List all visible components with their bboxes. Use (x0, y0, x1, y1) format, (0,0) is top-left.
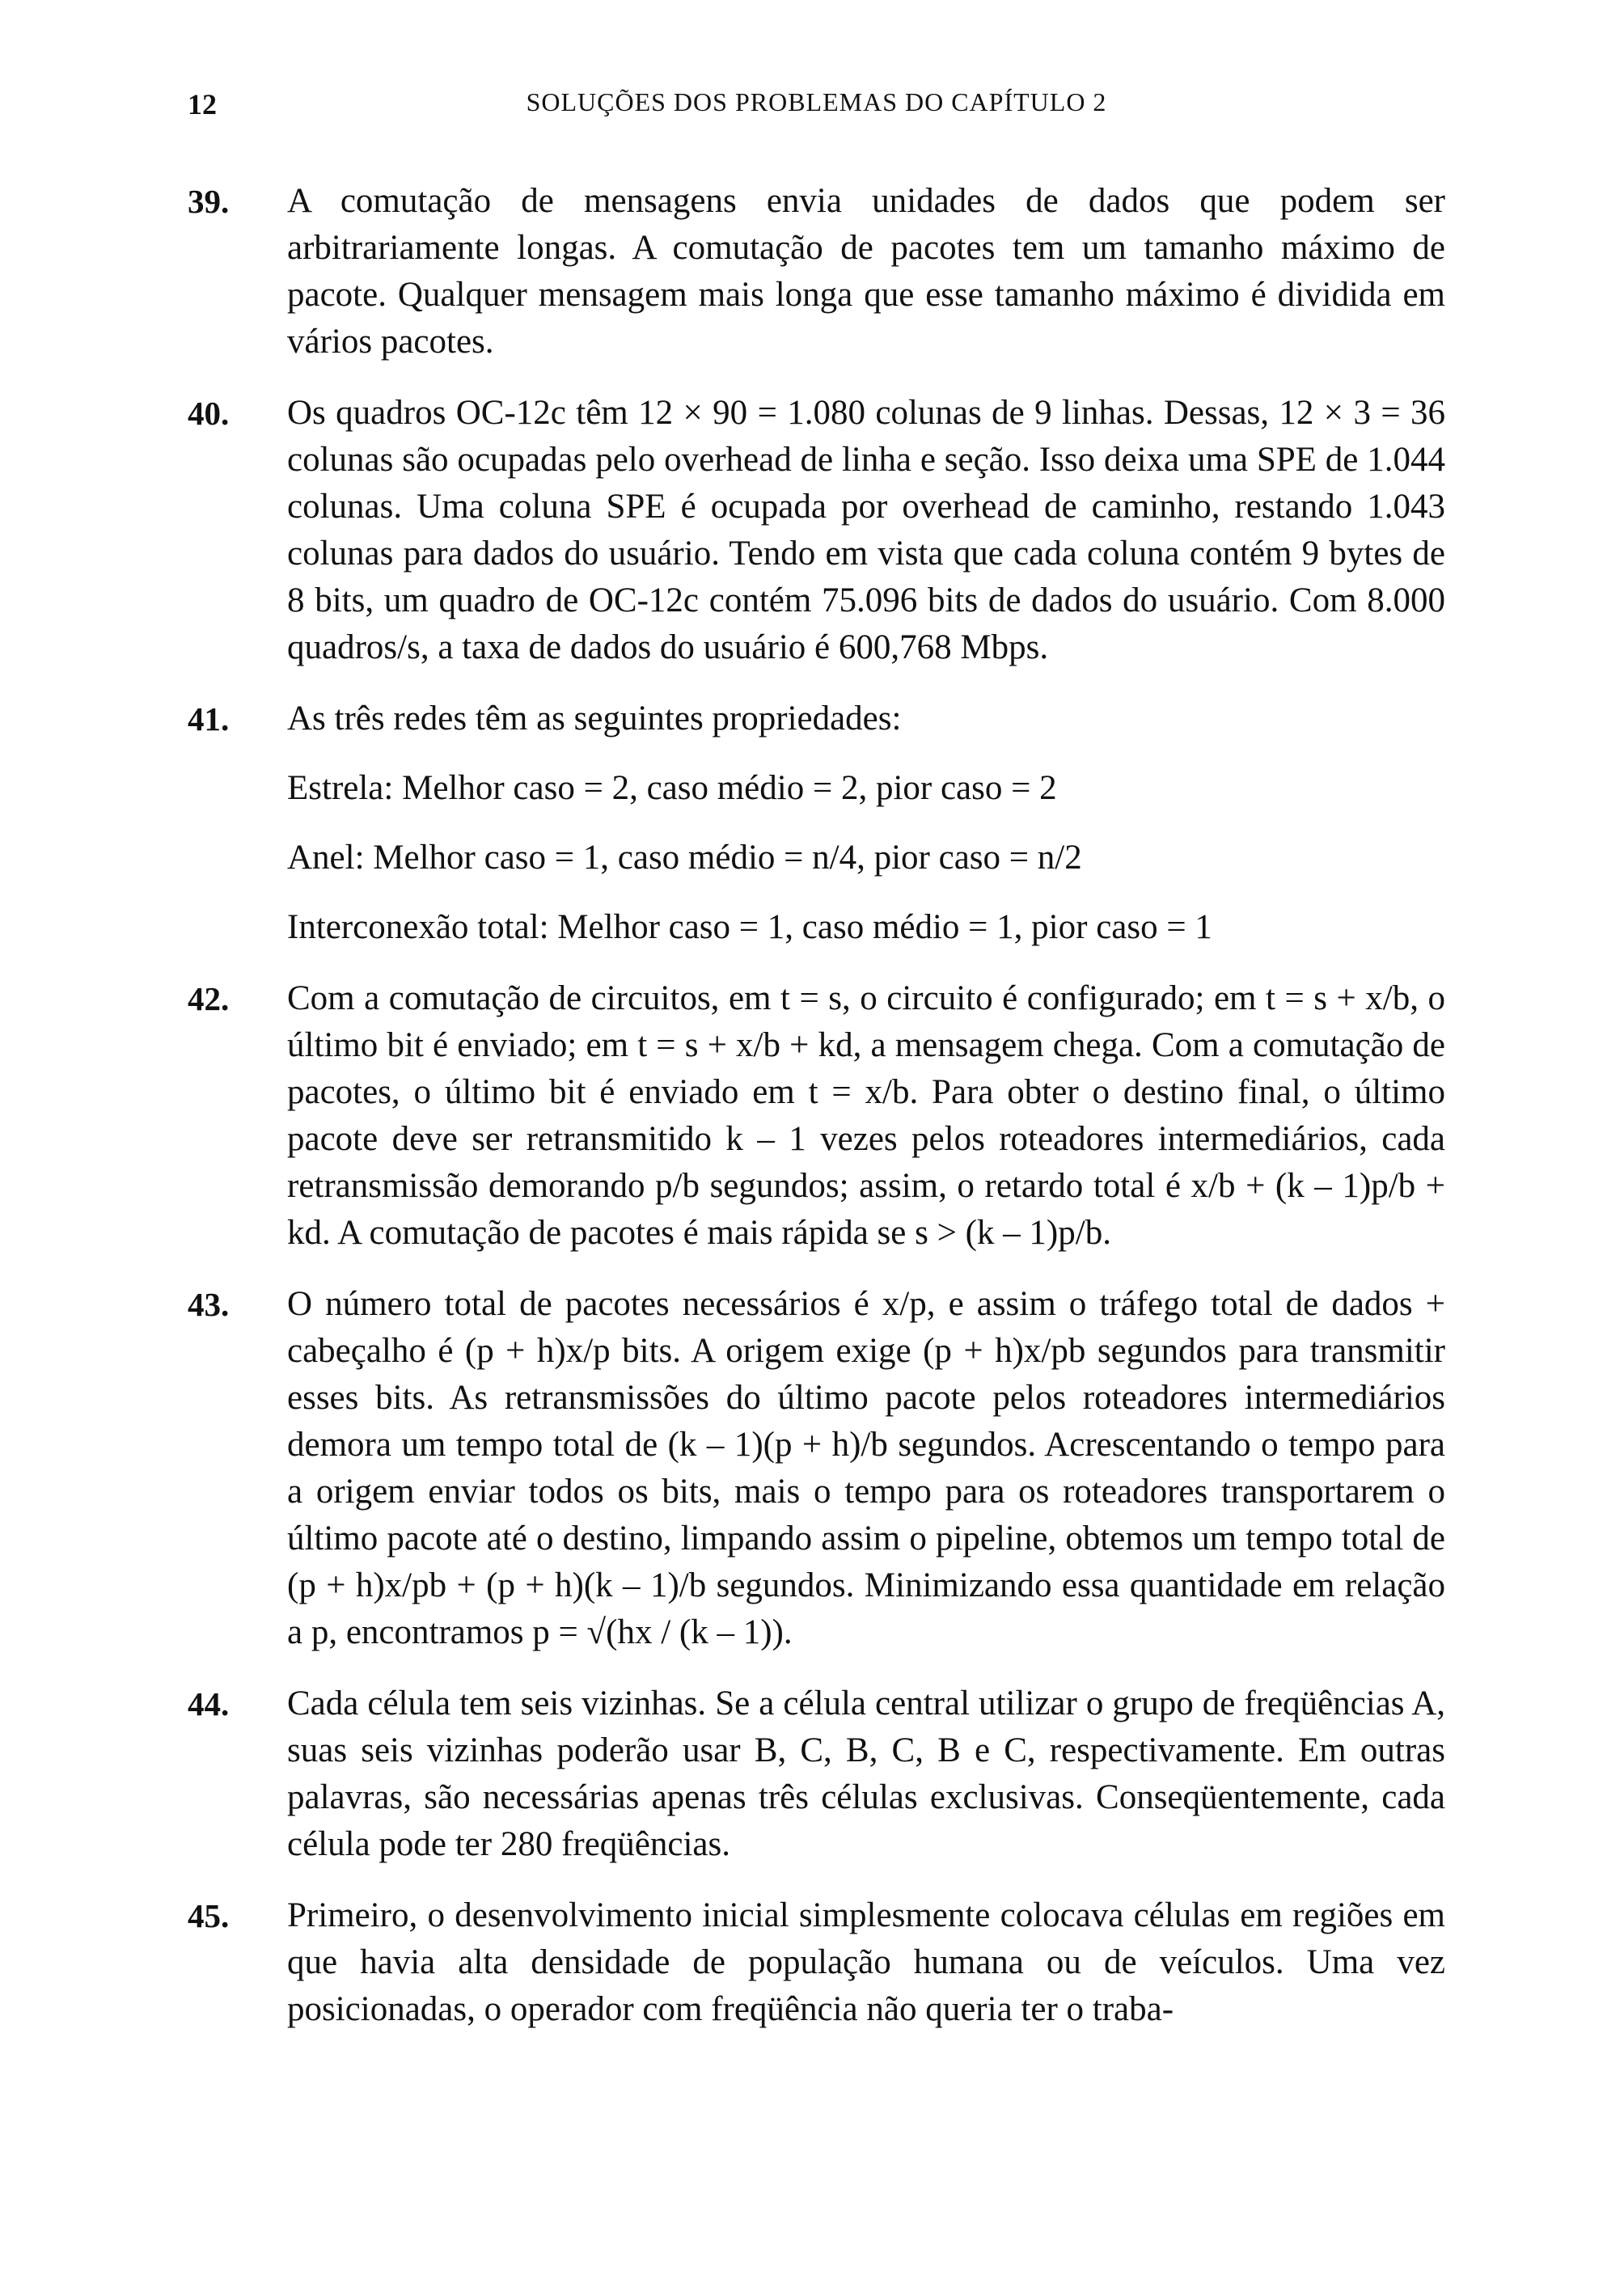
running-head: SOLUÇÕES DOS PROBLEMAS DO CAPÍTULO 2 (526, 87, 1107, 116)
problem-list (188, 178, 1445, 2057)
problem-43 (188, 1281, 1445, 1656)
problem-text: Cada célula tem seis vizinhas. Se a célula central utilizar o grupo de freqüências A, suas seis vizinhas poderão usar B, C, B, C, B e C, respectivamente. Em outras palavras, são necessárias apenas três células exclusivas. Conseqüentemente, cada célula pode ter 280 freqüências. (287, 1684, 1445, 1863)
page-number: 12 (188, 88, 217, 120)
problem-text: O número total de pacotes necessários é x/p, e assim o tráfego total de dados + cabeçalho é (p + h)x/p bits. A origem exige (p + h)x/pb segundos para transmitir esses bits. As retransmissões do último pacote pelos roteadores intermediários demora um tempo total de (k – 1)(p + h)/b segundos. Acrescentando o tempo para a origem enviar todos os bits, mais o tempo para os roteadores transportarem o último pacote até o destino, limpando assim o pipeline, obtemos um tempo total de (p + h)x/pb + (p + h)(k – 1)/b segundos. Minimizando essa quantidade em relação a p, encontramos p = √(hx / (k – 1)). (287, 1285, 1445, 1651)
property-line-full-interconnect: Interconexão total: Melhor caso = 1, caso médio = 1, pior caso = 1 (287, 908, 1212, 946)
problem-text: Primeiro, o desenvolvimento inicial simplesmente colocava células em regiões em que havia alta densidade de população humana ou de veículos. Uma vez posicionadas, o operador com freqüência não queria ter o traba- (287, 1896, 1445, 2028)
problem-number: 44. (188, 1685, 230, 1722)
problem-intro: As três redes têm as seguintes propriedades: (287, 700, 902, 738)
problem-39 (188, 178, 1445, 366)
problem-body (287, 695, 1445, 951)
problem-44 (188, 1680, 1445, 1868)
problem-number: 39. (188, 183, 230, 220)
property-line-ring: Anel: Melhor caso = 1, caso médio = n/4, pior caso = n/2 (287, 839, 1082, 877)
problem-number: 43. (188, 1286, 230, 1323)
problem-45 (188, 1892, 1445, 2033)
problem-number: 42. (188, 980, 230, 1017)
problem-41 (188, 695, 1445, 951)
problem-40 (188, 390, 1445, 671)
problem-number: 40. (188, 395, 230, 432)
page-header (188, 87, 1445, 128)
property-line-star: Estrela: Melhor caso = 2, caso médio = 2, pior caso = 2 (287, 769, 1057, 807)
problem-number: 41. (188, 700, 230, 738)
problem-text: Os quadros OC-12c têm 12 × 90 = 1.080 colunas de 9 linhas. Dessas, 12 × 3 = 36 colunas são ocupadas pelo overhead de linha e seção. Isso deixa uma SPE de 1.044 colunas. Uma coluna SPE é ocupada por overhead de caminho, restando 1.043 colunas para dados do usuário. Tendo em vista que cada coluna contém 9 bytes de 8 bits, um quadro de OC-12c contém 75.096 bits de dados do usuário. Com 8.000 quadros/s, a taxa de dados do usuário é 600,768 Mbps. (287, 394, 1445, 666)
problem-number: 45. (188, 1897, 230, 1934)
problem-42 (188, 975, 1445, 1257)
problem-text: Com a comutação de circuitos, em t = s, o circuito é configurado; em t = s + x/b, o último bit é enviado; em t = s + x/b + kd, a mensagem chega. Com a comutação de pacotes, o último bit é enviado em t = x/b. Para obter o destino final, o último pacote deve ser retransmitido k – 1 vezes pelos roteadores intermediários, cada retransmissão demorando p/b segundos; assim, o retardo total é x/b + (k – 1)p/b + kd. A comutação de pacotes é mais rápida se s > (k – 1)p/b. (287, 979, 1445, 1252)
problem-text: A comutação de mensagens envia unidades de dados que podem ser arbitrariamente longas. A comutação de pacotes tem um tamanho máximo de pacote. Qualquer mensagem mais longa que esse tamanho máximo é dividida em vários pacotes. (287, 182, 1445, 361)
